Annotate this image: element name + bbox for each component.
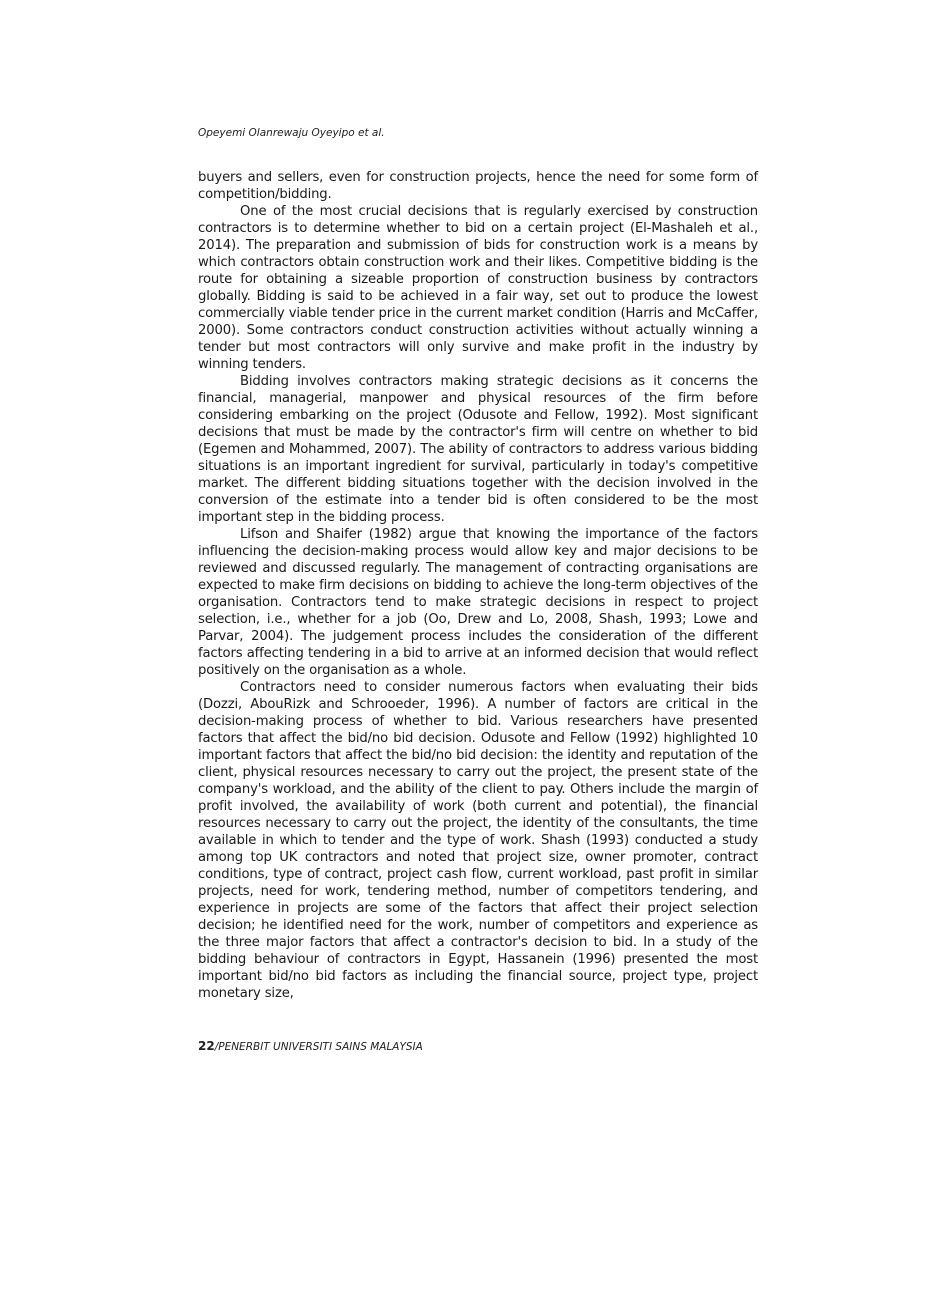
paragraph-bid-decision: One of the most crucial decisions that is regularly exercised by construction contractors is to determine whether to bid on a certain project (El-Mashaleh et al., 2014). The preparation and submission of bids for construction work is a means by which contractors obtain construction work and their likes. Competitive bidding is the route for obtaining a sizeable proportion of construction business by contractors globally. Bidding is said to be achieved in a fair way, set out to produce the lowest commercially viable tender price in the current market condition (Harris and McCaffer, 2000). Some contractors conduct construction activities without actually winning a tender but most contractors will only survive and make profit in the industry by winning tenders. <box>198 204 758 372</box>
paragraph-bid-factors: Contractors need to consider numerous factors when evaluating their bids (Dozzi, AbouRizk and Schrooeder, 1996). A number of factors are critical in the decision-making process of whether to bid. Various researchers have presented factors that affect the bid/no bid decision. Odusote and Fellow (1992) highlighted 10 important factors that affect the bid/no bid decision: the identity and reputation of the client, physical resources necessary to carry out the project, the present state of the company's workload, and the ability of the client to pay. Others include the margin of profit involved, the availability of work (both current and potential), the financial resources necessary to carry out the project, the identity of the consultants, the time available in which to tender and the type of work. Shash (1993) conducted a study among top UK contractors and noted that project size, owner promoter, contract conditions, type of contract, project cash flow, current workload, past profit in similar projects, need for work, tendering method, number of competitors tendering, and experience in projects are some of the factors that affect their project selection decision; he identified need for the work, number of competitors and experience as the three major factors that affect a contractor's decision to bid. In a study of the bidding behaviour of contractors in Egypt, Hassanein (1996) presented the most important bid/no bid factors as including the financial source, project type, project monetary size, <box>198 680 758 1001</box>
page-number: 22 <box>198 1039 215 1053</box>
running-footer <box>198 1039 423 1053</box>
publisher-name: /PENERBIT UNIVERSITI SAINS MALAYSIA <box>214 1041 423 1053</box>
paragraph-strategic-decisions: Bidding involves contractors making strategic decisions as it concerns the financial, managerial, manpower and physical resources of the firm before considering embarking on the project (Odusote and Fellow, 1992). Most significant decisions that must be made by the contractor's firm will centre on whether to bid (Egemen and Mohammed, 2007). The ability of contractors to address various bidding situations is an important ingredient for survival, particularly in today's competitive market. The different bidding situations together with the decision involved in the conversion of the estimate into a tender bid is often considered to be the most important step in the bidding process. <box>198 374 758 525</box>
body-text <box>198 169 758 1002</box>
paragraph-continuation: buyers and sellers, even for construction projects, hence the need for some form of competition/bidding. <box>198 170 758 202</box>
running-header-author: Opeyemi Olanrewaju Oyeyipo et al. <box>198 127 385 139</box>
paragraph-decision-factors: Lifson and Shaifer (1982) argue that knowing the importance of the factors influencing the decision-making process would allow key and major decisions to be reviewed and discussed regularly. The management of contracting organisations are expected to make firm decisions on bidding to achieve the long-term objectives of the organisation. Contractors tend to make strategic decisions in respect to project selection, i.e., whether for a job (Oo, Drew and Lo, 2008, Shash, 1993; Lowe and Parvar, 2004). The judgement process includes the consideration of the different factors affecting tendering in a bid to arrive at an informed decision that would reflect positively on the organisation as a whole. <box>198 527 758 678</box>
